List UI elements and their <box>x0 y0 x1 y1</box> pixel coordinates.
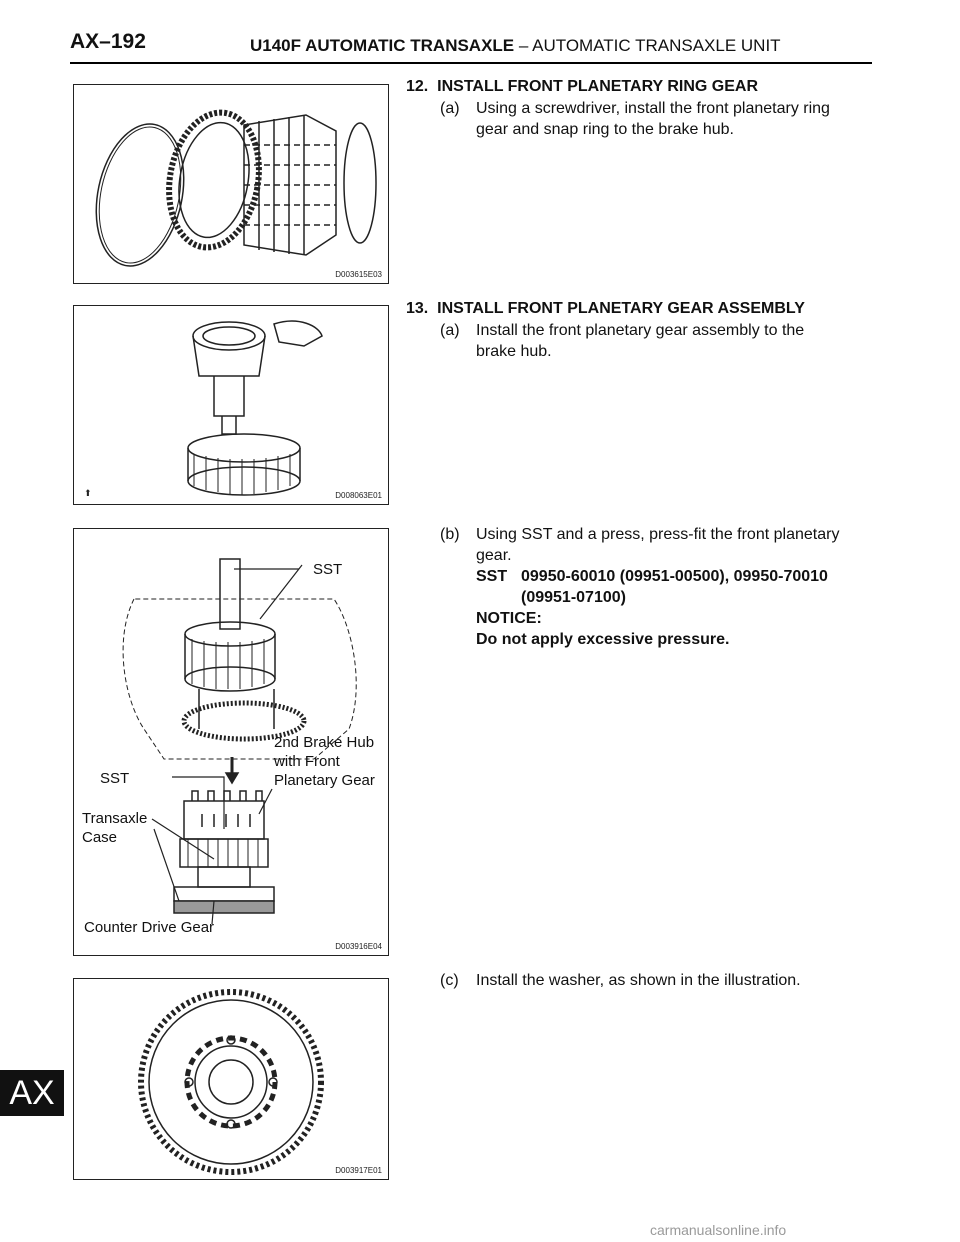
step-13-heading <box>406 298 805 319</box>
callout-brake-hub-line2: with Front <box>274 753 340 770</box>
callout-case-line1: Transaxle <box>82 810 148 827</box>
callout-case-line2: Case <box>82 829 118 846</box>
sst-label: SST <box>476 568 508 585</box>
step-13-title: INSTALL FRONT PLANETARY GEAR ASSEMBLY <box>437 300 805 317</box>
callout-counter-drive-gear: Counter Drive Gear <box>84 919 215 936</box>
callout-sst-top: SST <box>313 561 343 578</box>
step-12-number: 12. <box>406 78 429 95</box>
step-12a-label: (a) <box>440 100 460 117</box>
step-13-number: 13. <box>406 300 429 317</box>
step-13b-line1: Using SST and a press, press-fit the front planetary <box>476 526 840 543</box>
washer-illustration <box>74 979 388 1179</box>
step-13c-text <box>476 970 876 991</box>
page-title <box>250 36 781 56</box>
step-13a-label: (a) <box>440 322 460 339</box>
header-rule <box>70 62 872 64</box>
figure-ring-gear <box>73 84 389 284</box>
figure-press-fit <box>73 528 389 956</box>
notice-label: NOTICE: <box>476 610 542 627</box>
callout-brake-hub-line1: 2nd Brake Hub <box>274 734 375 751</box>
callout-transaxle-case <box>82 809 147 847</box>
step-13b-label: (b) <box>440 526 460 543</box>
step-13b <box>440 524 870 654</box>
step-13b-line2: gear. <box>476 547 512 564</box>
callout-brake-hub <box>274 733 375 790</box>
planetary-assembly-illustration <box>74 306 388 504</box>
figure-id: D008063E01 <box>335 491 382 500</box>
section-tab: AX <box>0 1070 64 1116</box>
callout-brake-hub-line3: Planetary Gear <box>274 772 375 789</box>
step-13a-line1: Install the front planetary gear assembly to the <box>476 322 805 339</box>
figure-washer <box>73 978 389 1180</box>
page-title-rest: – AUTOMATIC TRANSAXLE UNIT <box>518 36 781 55</box>
ring-gear-illustration <box>74 85 388 283</box>
step-13a-text <box>476 320 876 362</box>
step-13c-line1: Install the washer, as shown in the illustration. <box>476 972 801 989</box>
step-12-title: INSTALL FRONT PLANETARY RING GEAR <box>437 78 759 95</box>
step-12a-line2: gear and snap ring to the brake hub. <box>476 121 734 138</box>
figure-planetary-assembly <box>73 305 389 505</box>
figure-id: D003615E03 <box>335 270 382 279</box>
sst-spec <box>476 566 876 608</box>
step-12a-line1: Using a screwdriver, install the front planetary ring <box>476 100 830 117</box>
footer-watermark: carmanualsonline.info <box>650 1222 787 1238</box>
step-13c-label: (c) <box>440 972 459 989</box>
notice-text: Do not apply excessive pressure. <box>476 631 730 648</box>
callout-sst-side: SST <box>100 770 130 787</box>
figure-id: D003917E01 <box>335 1166 382 1175</box>
sst-line2: (09951-07100) <box>521 589 626 606</box>
figure-id: D003916E04 <box>335 942 382 951</box>
step-13a-line2: brake hub. <box>476 343 552 360</box>
step-13b-text <box>476 524 876 650</box>
hand-mark-icon: ⬆ <box>84 489 92 499</box>
sst-line1: 09950-60010 (09951-00500), 09950-70010 <box>521 568 828 585</box>
step-12a-text <box>476 98 876 140</box>
step-12-heading <box>406 76 758 97</box>
page-title-bold: U140F AUTOMATIC TRANSAXLE <box>250 36 515 55</box>
page-code: AX–192 <box>70 30 146 53</box>
